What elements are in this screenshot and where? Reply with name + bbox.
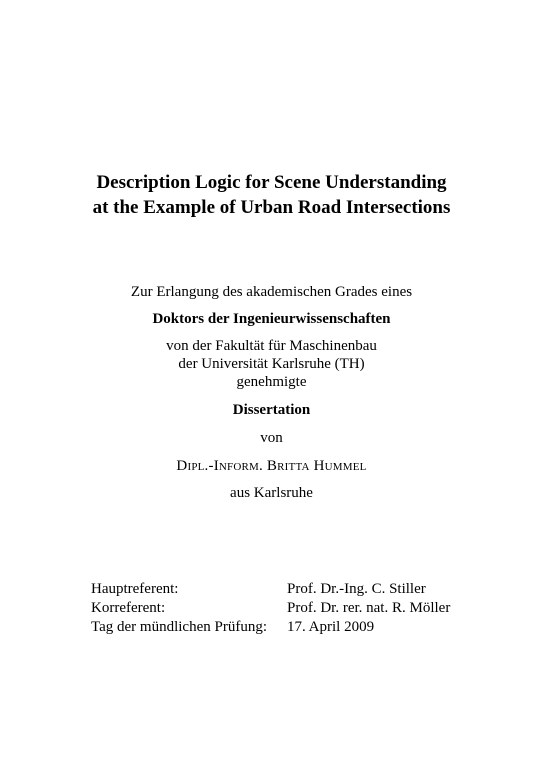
author-origin: aus Karlsruhe: [230, 485, 313, 501]
referee-value: 17. April 2009: [287, 619, 375, 635]
by-word: von: [260, 430, 283, 446]
referee-value: Prof. Dr. rer. nat. R. Möller: [287, 600, 451, 616]
approval-word: genehmigte: [236, 374, 307, 390]
thesis-title: [0, 170, 543, 220]
referee-table: [91, 580, 450, 637]
degree-name: Doktors der Ingenieurwissenschaften: [152, 311, 391, 327]
author-name: Dipl.-Inform. Britta Hummel: [176, 458, 367, 474]
referee-value: Prof. Dr.-Ing. C. Stiller: [287, 581, 426, 597]
referee-label: Korreferent:: [91, 600, 166, 616]
referee-label: Tag der mündlichen Prüfung:: [91, 619, 267, 635]
faculty-line-2: der Universität Karlsruhe (TH): [178, 356, 365, 372]
referee-row: [91, 599, 450, 618]
degree-purpose: Zur Erlangung des akademischen Grades eines: [130, 284, 413, 300]
referee-row: [91, 580, 450, 599]
referee-row: [91, 618, 450, 637]
document-type: Dissertation: [232, 402, 311, 418]
faculty-line-1: von der Fakultät für Maschinenbau: [166, 338, 377, 354]
thesis-title-line-2: at the Example of Urban Road Intersections: [92, 197, 451, 218]
thesis-title-line-1: Description Logic for Scene Understanding: [96, 172, 447, 193]
referee-label: Hauptreferent:: [91, 581, 179, 597]
